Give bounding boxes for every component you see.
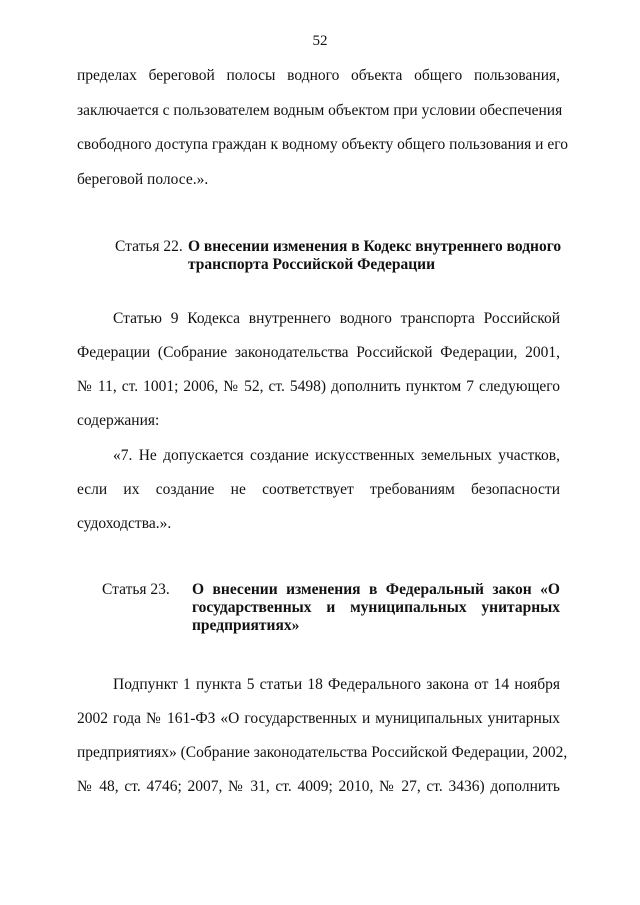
article-23-text-line: 2002 года № 161-ФЗ «О государственных и муниципальных унитарных: [77, 710, 560, 727]
article-23-text-line: № 48, ст. 4746; 2007, № 31, ст. 4009; 2010, № 27, ст. 3436) дополнить: [77, 778, 560, 795]
article-23-title-line: предприятиях»: [192, 617, 300, 634]
intro-line: пределах береговой полосы водного объекта общего пользования,: [77, 67, 560, 84]
intro-line: заключается с пользователем водным объектом при условии обеспечения: [77, 102, 563, 119]
intro-line: свободного доступа граждан к водному объекту общего пользования и его: [77, 136, 568, 153]
article-22-text-line: Федерации (Собрание законодательства Российской Федерации, 2001,: [77, 344, 560, 361]
article-23-label: Статья 23.: [102, 581, 170, 598]
article-22-text-line: судоходства.».: [77, 515, 172, 532]
article-22-text-line: Статью 9 Кодекса внутреннего водного транспорта Российской: [113, 310, 560, 327]
article-23-text-line: Подпункт 1 пункта 5 статьи 18 Федерального закона от 14 ноября: [113, 676, 560, 693]
article-23-title-line: О внесении изменения в Федеральный закон «О: [192, 581, 560, 598]
article-22-text-line: если их создание не соответствует требованиям безопасности: [77, 481, 560, 498]
article-22-text-line: «7. Не допускается создание искусственных земельных участков,: [113, 447, 560, 464]
article-22-title-line: транспорта Российской Федерации: [188, 256, 435, 273]
article-22-title-line: О внесении изменения в Кодекс внутреннего водного: [188, 238, 562, 255]
article-23-title-line: государственных и муниципальных унитарных: [192, 599, 560, 616]
article-22-text-line: № 11, ст. 1001; 2006, № 52, ст. 5498) дополнить пунктом 7 следующего: [77, 378, 560, 395]
article-23-text-line: предприятиях» (Собрание законодательства Российской Федерации, 2002,: [77, 744, 568, 761]
intro-line: береговой полосе.».: [77, 171, 209, 188]
article-22-label: Статья 22.: [115, 238, 183, 255]
page-number: 52: [312, 33, 328, 49]
article-22-text-line: содержания:: [77, 412, 160, 429]
